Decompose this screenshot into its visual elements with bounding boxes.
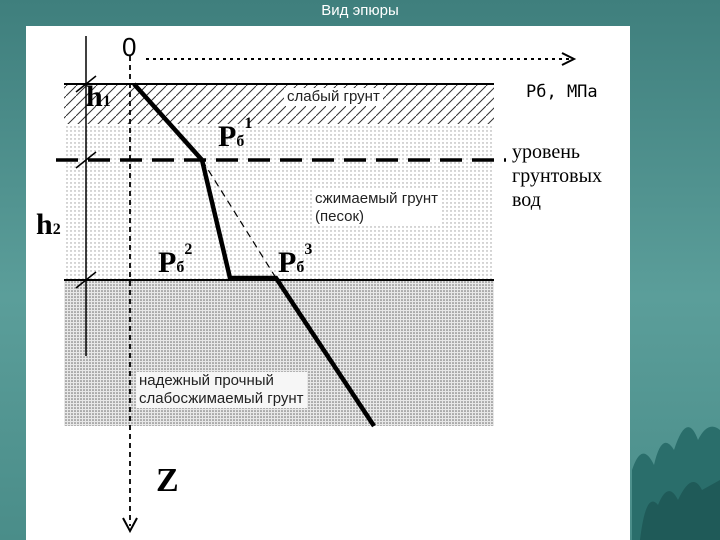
compressible-soil-line-1: сжимаемый грунт <box>315 190 439 207</box>
h2-label <box>36 210 61 240</box>
weak-soil-layer <box>64 84 494 124</box>
pb2-label <box>158 241 193 279</box>
reliable-soil-label <box>136 372 307 408</box>
pb2-main: Р <box>158 246 177 279</box>
slide-title: Вид эпюры <box>321 2 399 19</box>
pb3-superscript: 3 <box>304 241 313 258</box>
pb2-superscript: 2 <box>184 241 193 258</box>
pb3-label <box>278 241 313 279</box>
h2-main: h <box>36 208 53 241</box>
compressible-soil-line-2: (песок) <box>315 208 365 225</box>
decorative-wave-graphic <box>632 410 720 540</box>
groundwater-line-1: уровень <box>512 141 581 163</box>
compressible-soil-label <box>312 190 441 226</box>
origin-label: 0 <box>122 32 137 62</box>
reliable-soil-line-1: надежный прочный <box>139 372 274 389</box>
weak-soil-label: слабый грунт <box>284 88 383 106</box>
groundwater-line-2: грунтовых <box>512 165 602 187</box>
h1-label <box>86 82 111 112</box>
pb1-main: Р <box>218 120 237 153</box>
groundwater-line-3: вод <box>512 189 541 211</box>
pb1-subscript: б <box>236 133 245 150</box>
pb1-superscript: 1 <box>244 115 253 132</box>
h2-subscript: 2 <box>52 221 61 238</box>
diagram-canvas <box>26 26 630 540</box>
h1-main: h <box>86 80 103 113</box>
z-axis-label: Z <box>156 462 179 499</box>
pb2-subscript: б <box>176 259 185 276</box>
groundwater-label <box>512 140 602 212</box>
h1-subscript: 1 <box>102 93 111 110</box>
pb3-subscript: б <box>296 259 305 276</box>
pb1-label <box>218 115 253 153</box>
pb3-main: Р <box>278 246 297 279</box>
reliable-soil-line-2: слабосжимаемый грунт <box>139 390 304 407</box>
stress-axis-label: Рб, МПа <box>526 82 598 102</box>
